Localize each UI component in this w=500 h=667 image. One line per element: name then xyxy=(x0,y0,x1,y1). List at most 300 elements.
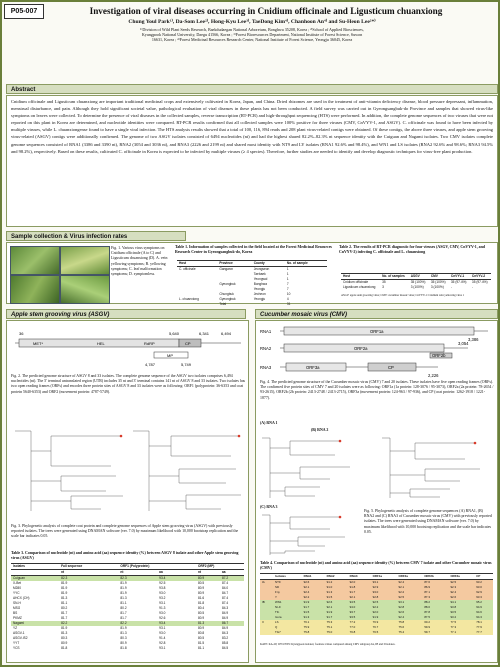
table-cell: 59.7 xyxy=(424,630,430,634)
table-cell: 93.2 xyxy=(476,580,482,584)
table-cell: 3 (100%) xyxy=(430,285,444,289)
table-cell: 93.1 xyxy=(159,626,166,630)
table-cell: 4 xyxy=(286,297,289,301)
table-cell: X-Bet xyxy=(13,581,21,585)
table-cell: 94.0 xyxy=(349,605,356,609)
table-cell: - xyxy=(450,285,452,289)
table1-caption: Table 1. Information of samples collected in the field located at the Forest Medicinal Resources Research Center in Gyeongsangbuk-do, Korea xyxy=(175,245,332,255)
table-cell: 81.1 xyxy=(61,601,68,605)
orf1a-label: ORF1a xyxy=(370,329,384,334)
table-cell: 93.8 xyxy=(450,605,457,609)
table-cell: 80.9 xyxy=(197,616,205,620)
sample-section-header: Sample collection & Virus infection rates xyxy=(6,231,186,241)
table-cell: 75.8 xyxy=(303,630,310,634)
table-cell: 80.9 xyxy=(120,641,127,645)
table4 xyxy=(260,573,493,635)
table-cell: 77.9 xyxy=(476,625,482,629)
rna2-length: 3,054 xyxy=(458,341,469,346)
table-cell: 86.9 xyxy=(424,585,430,589)
abstract-header: Abstract xyxy=(6,84,498,94)
affiliations xyxy=(22,27,482,43)
table-cell: BS xyxy=(13,611,18,615)
table-cell: 94.3 xyxy=(476,615,482,619)
table-cell: 92.9 xyxy=(476,590,482,594)
table-cell: 91.7 xyxy=(326,615,333,619)
table-cell: 91.3 xyxy=(326,590,333,594)
table-cell: 93.0 xyxy=(159,611,166,615)
table3-header: ORF2 (MP) xyxy=(196,564,244,570)
table-cell: 76.8 xyxy=(349,630,356,634)
table-cell: 81.9 xyxy=(61,626,68,630)
fig4-caption: Fig. 4. The predicted genome structure of the Cucumber mosaic virus (CMV) 7 and 20 isolates. These isolates have five open reading frames (ORFs). The confirmed five protein sites of CMV 7 and 20 isolates were as following: ORF1a (1a protein: 128-3076 / 95-3073), ORF2a (2a protein: 78-2654 / 93-2615), ORF2b (2b protein: 2413-2748 / 2413-2715), ORF3a (movement protein: 124-963 / 97-936), and CP (coat protein: 1262-1918 / 1221-1877). xyxy=(260,380,494,400)
mp-label: MP xyxy=(167,353,173,358)
table-cell: 93.1 xyxy=(398,600,405,604)
table-cell: 93.1 xyxy=(159,601,166,605)
table-cell: Yeongwol xyxy=(253,277,268,281)
table-cell: 84.9 xyxy=(221,626,229,630)
symptom-photo-b xyxy=(60,246,110,275)
table-cell: Fny xyxy=(275,590,280,594)
table3-header: Isolates xyxy=(11,564,59,570)
table2-row xyxy=(341,285,491,290)
table-cell: 91.4 xyxy=(159,636,166,640)
table-cell: 94.5 xyxy=(349,600,356,604)
orf2b-label: ORF2b xyxy=(432,353,446,358)
table-cell: 84.9 xyxy=(221,611,229,615)
table-cell: Y xyxy=(275,595,277,599)
table4-header: ORF1a xyxy=(371,574,397,580)
table-cell: 35 (97.4%) xyxy=(450,280,467,284)
table-cell: 91.9 xyxy=(303,600,310,604)
table-cell: 82.3 xyxy=(120,576,127,580)
table1 xyxy=(177,260,327,307)
table-cell: 7 xyxy=(286,282,289,286)
table-cell: 94.1 xyxy=(450,600,457,604)
table1-header: Host xyxy=(177,261,217,267)
table-cell: 92.2 xyxy=(398,590,405,594)
table4-header: CP xyxy=(474,574,493,580)
table-cell: 87.4 xyxy=(221,596,229,600)
table-cell: 81.1 xyxy=(197,646,205,650)
asgv-section-header: Apple stem grooving virus (ASGV) xyxy=(6,309,246,319)
table-cell: 75.9 xyxy=(303,625,310,629)
table-cell: 92.8 xyxy=(159,641,166,645)
table3-caption: Table 3. Comparison of nucleotide (nt) and amino acid (aa) sequence identity (%) between ASGV 8 isolate and other Apple stem grooving virus (ASGV) xyxy=(11,551,239,561)
table-cell: WN1 xyxy=(275,600,282,604)
table2-caption: Table 2. The results of RT-PCR diagnostic for four viruses (ASGV, CMV, CnVYV-1, and CnVYV-2) infecting C. officinale and L. chuanxiong xyxy=(339,245,485,255)
table-cell: Yeongju xyxy=(253,287,266,291)
table-cell: 81.3 xyxy=(61,596,68,600)
table-cell: 92.1 xyxy=(303,585,310,589)
table-cell: 92.5 xyxy=(398,595,405,599)
table-cell: 77.5 xyxy=(450,620,457,624)
table-cell: PKMZ xyxy=(13,616,22,620)
table-cell: 93.1 xyxy=(159,646,166,650)
table3-header: Full sequence xyxy=(59,564,118,570)
table-cell: 93.0 xyxy=(159,591,166,595)
table-cell: C. officinale xyxy=(179,267,196,271)
rna3-label: RNA3 xyxy=(260,365,272,370)
table-cell: Nagami xyxy=(13,621,24,625)
table-cell: 88.0 xyxy=(424,605,430,609)
table-cell: 81.3 xyxy=(120,596,127,600)
table-cell: 35 xyxy=(382,280,386,284)
table-cell: 91.0 xyxy=(326,585,333,589)
table2-header: ASGV xyxy=(409,274,429,280)
table-cell: 85.8 xyxy=(221,641,229,645)
table3-subheader: nt xyxy=(118,570,157,576)
table-cell: 81.9 xyxy=(61,586,68,590)
table4-header: ORF2a xyxy=(396,574,422,580)
table-cell: 92.3 xyxy=(450,585,457,589)
table-cell: 35 (100%) xyxy=(430,280,446,284)
table-cell: 81.5 xyxy=(197,641,205,645)
table-cell: Jeongseon xyxy=(253,267,270,271)
table-cell: 35 (97.4%) xyxy=(471,280,488,284)
table-cell: 91.2 xyxy=(326,580,333,584)
table-cell: 80.3 xyxy=(61,636,68,640)
table2-header: CMV xyxy=(429,274,449,280)
table-cell: 91.8 xyxy=(349,585,356,589)
table-cell: 92.2 xyxy=(372,605,379,609)
table-cell: 76.9 xyxy=(372,620,379,624)
table-cell: ASGV-1 xyxy=(13,631,25,635)
table-cell: 82.3 xyxy=(61,576,68,580)
table-cell: 92.6 xyxy=(303,580,310,584)
asgv-panel xyxy=(6,320,249,663)
fig5b-label: (B) RNA 2 xyxy=(311,428,329,432)
table-cell: Gyeongbuk xyxy=(219,297,236,301)
table-cell: 92.1 xyxy=(326,605,333,609)
table2-header: No. of samples xyxy=(380,274,409,280)
cmv-panel xyxy=(255,320,498,663)
table-cell: 81.7 xyxy=(61,611,68,615)
table-cell: Ligusticum chuanxiong xyxy=(343,285,376,289)
table-cell: L. chuanxiong xyxy=(179,297,199,301)
table-cell: 87.2 xyxy=(221,576,229,580)
table-cell: 91.5 xyxy=(326,595,333,599)
table-cell: 77.1 xyxy=(450,630,457,634)
table-cell: 92.6 xyxy=(398,610,405,614)
table2 xyxy=(341,273,491,290)
table-cell: 81.7 xyxy=(120,616,127,620)
table-cell: 87.5 xyxy=(424,615,430,619)
cmv-rna3-tree xyxy=(260,511,360,559)
table-cell: 84.3 xyxy=(221,606,229,610)
table-cell: IB xyxy=(262,600,265,604)
table-cell: 81.9 xyxy=(120,586,127,590)
fig5c-label: (C) RNA 3 xyxy=(260,505,278,509)
table4-header: RNA1 xyxy=(302,574,325,580)
table-cell: AHCX (CH) xyxy=(13,596,30,600)
table4-header: RNA3 xyxy=(348,574,371,580)
rna1-label: RNA1 xyxy=(260,329,272,334)
table-cell: 80.9 xyxy=(197,576,205,580)
table-cell: - xyxy=(471,285,473,289)
table-cell: 75.3 xyxy=(326,620,333,624)
table-cell: 94.9 xyxy=(476,605,482,609)
table-cell: 93.5 xyxy=(349,615,356,619)
table-cell: ASGV-IS2 xyxy=(13,636,28,640)
table-cell: Cuiguan xyxy=(13,576,25,580)
table-cell: 80.2 xyxy=(120,606,127,610)
affiliation-line: Kyungpook National University, Daegu 41566, Korea ; ³⁾Forest Bioresources Department, National Institute of Forest Science, Suwon xyxy=(141,32,363,38)
table-cell: 84.9 xyxy=(221,616,229,620)
symptom-photo-a xyxy=(10,246,60,275)
table-cell: Gangwon xyxy=(219,267,233,271)
symptom-photo-d xyxy=(60,275,110,304)
table-cell: 93.0 xyxy=(372,590,379,594)
fig2-caption: Fig. 2. The predicted genome structure of ASGV 8 and 33 isolates. The complete genome sequence of the ASGV two isolates comprises 6,494 nucleotides (nt). The 5′ terminal untranslated region (UTR) includes 35 nt and 3′ terminal contains 141 nt of ASGV 8 and 33 isolates. Two isolates has two open reading frames (ORFs) and encodes three protein sites of ASGV 8 and 33 isolates were as following: ORF1 (polyprotein: 36-6353 and coat protein 5640-6353) and ORF2 (movement protein: 4787-5749). xyxy=(11,374,246,394)
table-cell: 86.7 xyxy=(221,621,229,625)
table-cell: 75.8 xyxy=(398,620,405,624)
table3-subheader: nt xyxy=(59,570,118,576)
rna3-length: 2,226 xyxy=(428,373,439,378)
table-cell: LS xyxy=(275,620,279,624)
table-cell: 93.4 xyxy=(159,576,166,580)
table-cell: 92.8 xyxy=(372,595,379,599)
table-cell: 92.5 xyxy=(372,600,379,604)
table-cell: 92.0 xyxy=(349,580,356,584)
table-cell: Bonghwa xyxy=(253,282,267,286)
table-cell: 84.7 xyxy=(221,591,229,595)
table-cell: 87.3 xyxy=(424,595,430,599)
table-cell: 91.9 xyxy=(372,615,379,619)
cp-label: CP xyxy=(185,341,191,346)
table-cell: Tfn xyxy=(275,610,280,614)
table-cell: 1 xyxy=(286,272,289,276)
table-cell: Jecheon xyxy=(253,292,266,296)
table-cell: 3 (100%) xyxy=(410,285,424,289)
author-list: Chung Youl Park¹⁾, Da-Som Lee²⁾, Hong-Kyu Lee³⁾, TaeDong Kim⁴⁾, Chanhoon An⁴⁾ and Su-Heon Lee²*⁾ xyxy=(128,19,376,25)
table-cell: M280 xyxy=(13,586,21,590)
table-cell: 93.0 xyxy=(476,585,482,589)
table-cell: Yeongju xyxy=(253,297,266,301)
table-cell: 91.7 xyxy=(349,590,356,594)
table-cell: 92.6 xyxy=(326,600,333,604)
table-cell: 81.9 xyxy=(61,591,68,595)
cmv-cp-label: CP xyxy=(388,365,394,370)
table-cell: 1 xyxy=(286,277,289,281)
poster-id-badge: P05-007 xyxy=(4,4,44,19)
table-cell: YCS xyxy=(13,646,20,650)
table-cell xyxy=(252,302,285,307)
table-cell: MSG xyxy=(13,606,21,610)
table-cell: 77.3 xyxy=(450,625,457,629)
table3-subheader: nt xyxy=(196,570,220,576)
table1-row xyxy=(177,302,327,307)
mp-start: 4,787 xyxy=(145,362,156,367)
table-cell: 92.6 xyxy=(450,595,457,599)
table-cell xyxy=(260,630,273,635)
table-cell: 80.2 xyxy=(61,606,68,610)
table-cell: 84.3 xyxy=(221,631,229,635)
table-cell: 80.9 xyxy=(197,591,205,595)
table-cell: 87.6 xyxy=(424,580,430,584)
table-cell: 80.3 xyxy=(120,636,127,640)
table-cell: 91.5 xyxy=(303,610,310,614)
table-cell: 93.3 xyxy=(476,595,482,599)
fig1-caption: Fig. 1. Various virus symptoms on Cnidium officinale (A to C) and Ligusticum chuanxiong (D). A. vein yellowing symptoms; B. yellowing symptoms; C. leaf malformation symptoms; D. symptomless. xyxy=(111,246,168,277)
table4-header: RNA2 xyxy=(325,574,348,580)
table-cell: 81.9 xyxy=(120,626,127,630)
table1-header: County xyxy=(252,261,285,267)
table-cell: 81.8 xyxy=(197,601,205,605)
asgv-pos-cp-end: 6,341 xyxy=(199,331,210,336)
table-cell: 60.2 xyxy=(424,620,430,624)
table-cell: Taebaek xyxy=(253,272,266,276)
table-cell: YYT xyxy=(13,641,20,645)
rna1-length: 3,386 xyxy=(468,337,479,342)
table-cell: 93.4 xyxy=(159,621,166,625)
table-cell: 91.3 xyxy=(159,606,166,610)
table-cell: 88.2 xyxy=(424,600,430,604)
table-cell: 80.5 xyxy=(197,611,205,615)
table-cell: 59.9 xyxy=(424,625,430,629)
table-cell: YYC xyxy=(13,591,20,595)
table-cell: 75.0 xyxy=(326,630,333,634)
asgv-pos-right: 6,494 xyxy=(221,331,232,336)
table-cell: Total xyxy=(219,302,227,306)
table-cell: 93.2 xyxy=(159,596,166,600)
fig5-caption: Fig. 5. Phylogenetic analysis of complete genome sequences (A) RNA1, (B) RNA2 and (C) RNA3 of Cucumber mosaic virus (CMV) with previously reported isolates. The trees were generated using DNAMAN software (ver. 7.0) by maximum likelihood with 10,000 bootstrap replication and the scale bar indicates 0.05. xyxy=(364,509,492,534)
table-cell: Ixora xyxy=(275,615,282,619)
table1-header: No. of sample xyxy=(285,261,327,267)
table-cell: SD xyxy=(275,585,280,589)
table-cell: 91.9 xyxy=(326,610,333,614)
table-cell: 92.5 xyxy=(450,580,457,584)
table-cell: 82.2 xyxy=(120,621,127,625)
table-cell: Chungbuk xyxy=(219,292,234,296)
table-cell: 81.3 xyxy=(197,621,205,625)
table-cell: 3 xyxy=(382,285,384,289)
asgv-pos-mid: 5,640 xyxy=(169,331,180,336)
table-cell: 81.9 xyxy=(120,581,127,585)
table-cell: 87.8 xyxy=(424,610,430,614)
table-cell: 10 xyxy=(286,292,291,296)
table-cell: 1 xyxy=(286,267,289,271)
table-cell: 76.5 xyxy=(372,630,379,634)
table2-header: CnVYV-2 xyxy=(470,274,491,280)
table-cell: 87.1 xyxy=(424,590,430,594)
affiliation-line: 16631, Korea ; ⁴⁾Forest Medicinal Resources Research Center, National Institute of Forest Science, Yeongju 36045, Korea xyxy=(151,37,353,43)
table-cell: 81.1 xyxy=(120,601,127,605)
table-cell: 83.2 xyxy=(221,636,229,640)
poster-title: Investigation of viral diseases occurring in Cnidium officinale and Ligusticum chuanxiong xyxy=(89,6,443,16)
table-cell: 75.6 xyxy=(398,625,405,629)
table-cell: 76.7 xyxy=(372,625,379,629)
table-cell: 81.8 xyxy=(120,646,127,650)
table-cell: 93.0 xyxy=(159,631,166,635)
rdrp-label: RdRP xyxy=(144,341,155,346)
table-cell: Cnidium officinale xyxy=(343,280,369,284)
table4-caption: Table 4. Comparison of nucleotide (nt) and amino acid (aa) sequence identity (%) between CMV 7 isolate and other Cucumber mosaic virus (CMV) xyxy=(260,561,492,571)
table-cell: SN-H xyxy=(13,601,21,605)
cmv-rna2-tree xyxy=(380,433,495,503)
table-cell: 81.9 xyxy=(61,581,68,585)
table-cell: 94.6 xyxy=(476,610,482,614)
table3 xyxy=(11,563,244,651)
table-cell: 81.7 xyxy=(61,616,68,620)
table-cell: 80.9 xyxy=(197,626,205,630)
table1-header: Province xyxy=(217,261,251,267)
abstract-body: Cnidium officinale and Ligusticum chuanxiong are important traditional medicinal crops and extensively cultivated in Korea, Japan, and China. Dried rhizomes are used in the treatment of anti-vitamin deficiency disease, blood pressure depressant, inflammation, menstrual disturbance, and pain. Although they hold significant societal value, pathological evaluation of viral diseases in these plants has not been conducted. A field survey was carried out in Gyeongsangbuk-do Province and samples that showed virus-like symptoms on leaves were collected. To determine the presence of viral diseases in the collected samples, reverse transcription (RT-PCR) and high-throughput sequencing (HTS) were performed. In addition, the complete genome sequences of two viruses that were not reported on this plant in Korea are determined, and nucleotide identities were compared. RT-PCR results confirmed that all collected samples were 100% positive for three viruses (CMV, CnVYV-1, and ASGV). C. officinale was found to have been infected by multiple viruses, while L. chuanxiongense found to have a single viral infection. The HTS analysis results showed that a total of 100, 116, 894 reads and 208 plant virus-related contigs were obtained. Of these contigs, the above three viruses, and apple stem grooving virus-related (ASGV) contigs were additionally confirmed. The genome of two ASGV isolates consisted of 6494 nucleotides (nt) and had the highest shared 82.2%–82.3% nt sequence identity with the Cuiguan and Nagami isolates. Two CMV isolates complete genome sequences consisted of RNA1 (3386 and 3390 nt), RNA2 (3054 and 3036 nt), and RNA3 (2226 and 2199 nt) and shared most identity with NT9 and LY isolates (RNA1 92.6% and 98.4%), and WN1 and LS isolates (RNA2 92.6% and 98.6%; RNA3 94.5% and 98.2%), respectively. Based on these results, cultivated C. officinale in Korea is expected to be infected by multiple viruses (≥ 4 species). Therefore, further studies are needed to identify and develop diagnostic techniques for virus-free plant production. xyxy=(6,95,498,227)
table3-subheader: aa xyxy=(220,570,244,576)
table-cell: 80.8 xyxy=(197,631,205,635)
table-cell: 80.9 xyxy=(197,586,205,590)
table-cell: NT9 xyxy=(275,580,281,584)
table-cell: 77.7 xyxy=(476,630,482,634)
table-cell: 92.0 xyxy=(372,610,379,614)
cmv-section-header: Cucumber mosaic virus (CMV) xyxy=(255,309,498,319)
table2-note: ASGV: apple stem grooving virus; CMV: cucumber mosaic virus; CnVYV-1: Cnidium vein yellowing virus 1 xyxy=(341,294,465,297)
table3-row xyxy=(11,646,244,651)
table-cell: Nt-9 xyxy=(275,605,281,609)
table-cell: 92.8 xyxy=(398,605,405,609)
affiliation-line: ¹⁾Division of Wild Plant Seeds Research, Baekdudaegan National Arboretum, Bonghwa 35208, Korea ; ²⁾School of Applied Biosciences, xyxy=(140,27,364,32)
table-cell: 77.0 xyxy=(349,625,356,629)
table-cell: IA xyxy=(262,580,265,584)
table-cell: 92.5 xyxy=(159,581,166,585)
table-cell: 81.3 xyxy=(61,631,68,635)
table-cell: 76.1 xyxy=(303,620,310,624)
orf2a-label: ORF2a xyxy=(354,346,368,351)
table-cell: 92.4 xyxy=(450,590,457,594)
symptom-photo-c xyxy=(10,275,60,304)
table-cell: 84.5 xyxy=(221,646,229,650)
table-cell: 75.4 xyxy=(398,630,405,634)
table-cell: 92.1 xyxy=(398,585,405,589)
table-cell: 93.8 xyxy=(159,586,166,590)
table4-header: ORF3a xyxy=(448,574,474,580)
table-cell: 93.1 xyxy=(372,580,379,584)
cmv-genome-map xyxy=(258,323,496,379)
asgv-phylogenetic-trees xyxy=(11,421,246,521)
table-cell: 92.1 xyxy=(349,595,356,599)
table-cell: 87.4 xyxy=(221,601,229,605)
mp-end: 5,749 xyxy=(181,362,192,367)
orf3a-label: ORF3a xyxy=(306,365,320,370)
hel-label: HEL xyxy=(97,341,105,346)
table-cell: Q xyxy=(275,625,278,629)
table-cell: 81.6 xyxy=(197,596,205,600)
table-cell: 82.2 xyxy=(61,621,68,625)
table-cell: 80.9 xyxy=(61,641,68,645)
table-cell: 81.9 xyxy=(120,591,127,595)
table-cell: 91.7 xyxy=(303,605,310,609)
table3-header: ORF1 (Polyprotein) xyxy=(118,564,196,570)
table-cell: 93.2 xyxy=(450,615,457,619)
asgv-pos-left: 36 xyxy=(19,331,24,336)
table-cell: 81.7 xyxy=(120,611,127,615)
sample-panel xyxy=(6,242,498,304)
fig3-caption: Fig. 3. Phylogenetic analysis of complete coat protein and complete genome sequences of Apple stem grooving virus (ASGV) with previously reported isolates. The trees were generated using DNAMAN software (ver. 7.0) by maximum likelihood with 10,000 bootstrap replication and the scale bar indicates 0.05. xyxy=(11,524,239,539)
table2-header: CnVYV-1 xyxy=(449,274,470,280)
table-cell xyxy=(177,302,217,307)
table-cell: 78.1 xyxy=(476,620,482,624)
table2-header: Host xyxy=(341,274,380,280)
table-cell: 84.0 xyxy=(221,586,229,590)
table-cell: 80.4 xyxy=(197,606,205,610)
table-cell: 92.4 xyxy=(303,590,310,594)
table-cell: 92.9 xyxy=(372,585,379,589)
table-cell: 95.2 xyxy=(476,600,482,604)
met-label: MET* xyxy=(33,341,43,346)
table3-subheader: aa xyxy=(157,570,196,576)
table-cell: 92.2 xyxy=(303,595,310,599)
table4-header: Isolates xyxy=(273,574,302,580)
table-cell: 77.2 xyxy=(349,620,356,624)
